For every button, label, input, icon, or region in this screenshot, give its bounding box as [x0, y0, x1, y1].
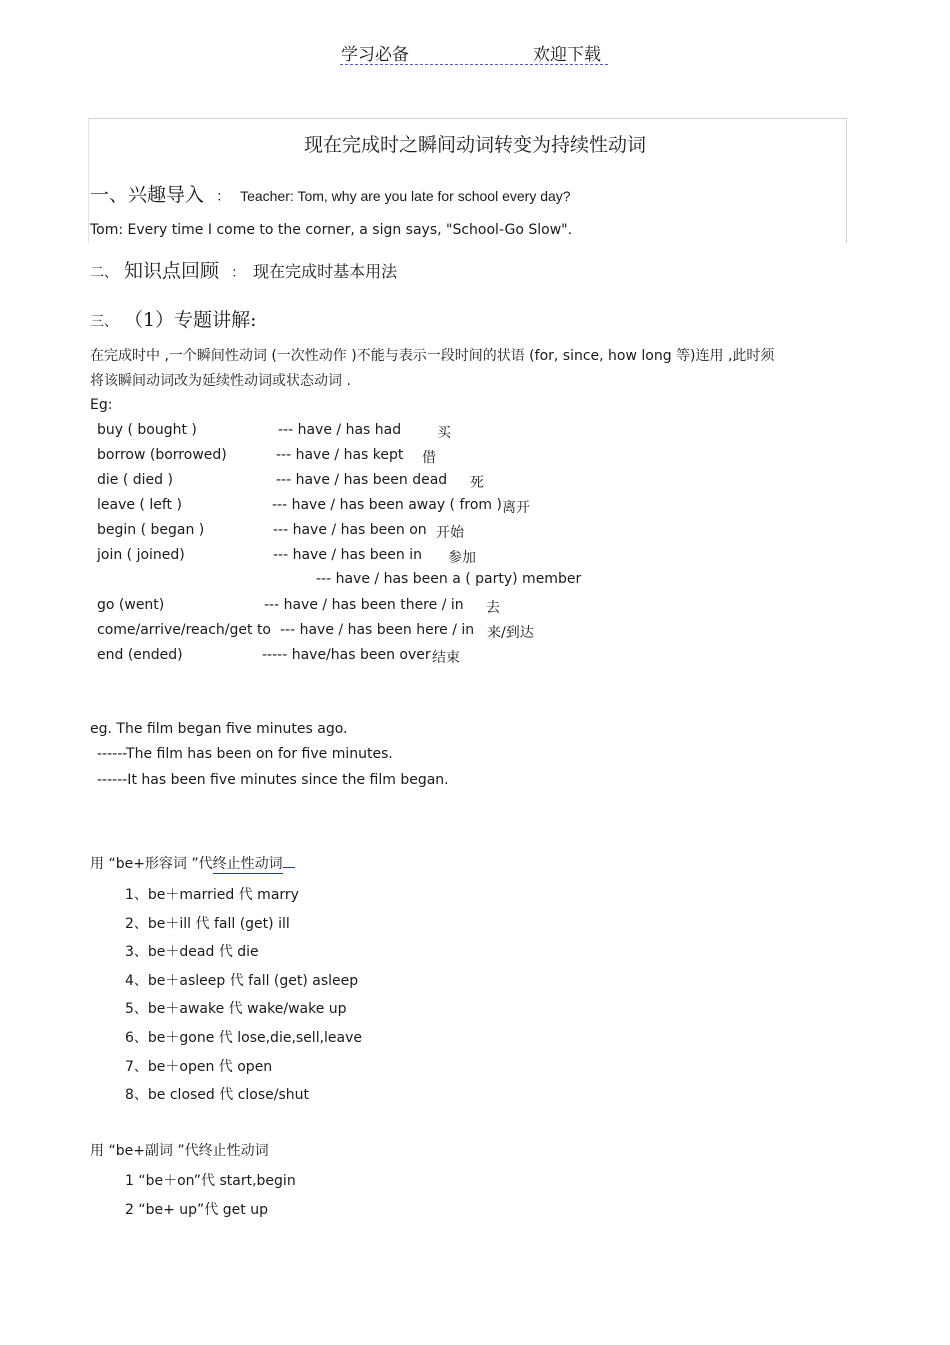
adj-list-item: 1、be＋married 代 marry [125, 887, 299, 903]
verb-chinese-meaning: 开始 [436, 525, 464, 541]
section1-line2: Tom: Every time I come to the corner, a sign says, "School-Go Slow". [90, 222, 573, 238]
adj-list-item: 4、be＋asleep 代 fall (get) asleep [125, 973, 359, 989]
verb-continuous-form: ----- have/has been over [262, 647, 431, 663]
verb-chinese-meaning: 借 [422, 450, 436, 466]
adj-section-heading [90, 853, 295, 873]
verb-base: join ( joined) [97, 547, 185, 563]
verb-chinese-meaning: 结束 [432, 650, 460, 666]
adj-list-item: 2、be＋ill 代 fall (get) ill [125, 916, 290, 932]
verb-base: borrow (borrowed) [97, 447, 227, 463]
adj-list-item: 7、be＋open 代 open [125, 1059, 273, 1075]
adj-list-item: 8、be closed 代 close/shut [125, 1087, 310, 1103]
verb-continuous-form: --- have / has been on [273, 522, 427, 538]
header-underline [340, 64, 608, 65]
verb-base: go (went) [97, 597, 165, 613]
eg-label: Eg: [90, 397, 113, 413]
adv-list-item: 1 “be＋on”代 start,begin [125, 1173, 296, 1189]
adj-list-item: 5、be＋awake 代 wake/wake up [125, 1001, 347, 1017]
section3-heading [90, 305, 257, 332]
verb-continuous-form: --- have / has been away ( from ) [272, 497, 502, 513]
section1-line1: Teacher: Tom, why are you late for school every day? [240, 188, 571, 204]
verb-chinese-meaning: 来/到达 [487, 625, 534, 641]
section3-para-line1: 在完成时中 ,一个瞬间性动词 (一次性动作 )不能与表示一段时间的状语 (for, since, how long 等)连用 ,此时须 [90, 348, 775, 364]
section2-colon: ： [231, 264, 246, 280]
section2-heading-text: 知识点回顾 [124, 260, 220, 282]
verb-base: die ( died ) [97, 472, 173, 488]
verb-continuous-form: --- have / has been here / in [280, 622, 475, 638]
header-right: 欢迎下载 [533, 45, 601, 65]
verb-continuous-form: --- have / has been a ( party) member [316, 571, 582, 587]
verb-continuous-form: --- have / has been there / in [264, 597, 464, 613]
adj-heading-underlined: 终止性动词 [212, 856, 283, 872]
verb-base: end (ended) [97, 647, 183, 663]
section1-heading-text: 一、兴趣导入 [90, 184, 205, 206]
verb-chinese-meaning: 参加 [448, 550, 476, 566]
verb-chinese-meaning: 去 [486, 600, 500, 616]
section2-text: 现在完成时基本用法 [253, 262, 398, 281]
section2-heading [90, 256, 397, 283]
header-left: 学习必备 [341, 45, 409, 65]
section2-num: 二、 [90, 264, 118, 280]
section1-heading [90, 180, 571, 207]
adj-list-item: 6、be＋gone 代 lose,die,sell,leave [125, 1030, 363, 1046]
verb-continuous-form: --- have / has kept [276, 447, 404, 463]
section3-para-line2: 将该瞬间动词改为延续性动词或状态动词 . [90, 373, 351, 389]
verb-continuous-form: --- have / has had [278, 422, 402, 438]
adj-heading-pre: 用 “be+形容词 ”代 [90, 856, 213, 872]
example-line2: ------The film has been on for five minutes. [97, 746, 393, 762]
section3-heading-text: （1）专题讲解: [124, 309, 257, 331]
verb-base: buy ( bought ) [97, 422, 197, 438]
adv-section-heading: 用 “be+副词 ”代终止性动词 [90, 1143, 269, 1159]
verb-chinese-meaning: 离开 [502, 500, 530, 516]
verb-continuous-form: --- have / has been dead [276, 472, 448, 488]
verb-base: begin ( began ) [97, 522, 205, 538]
example-line3: ------It has been five minutes since the film began. [97, 772, 449, 788]
verb-chinese-meaning: 死 [470, 475, 484, 491]
page-title: 现在完成时之瞬间动词转变为持续性动词 [303, 134, 646, 156]
verb-base: come/arrive/reach/get to [97, 622, 272, 638]
verb-base: leave ( left ) [97, 497, 182, 513]
adj-list-item: 3、be＋dead 代 die [125, 944, 259, 960]
example-line1: eg. The film began five minutes ago. [90, 721, 348, 737]
verb-continuous-form: --- have / has been in [273, 547, 422, 563]
section1-colon: ： [216, 188, 231, 204]
adv-list-item: 2 “be+ up”代 get up [125, 1202, 268, 1218]
verb-chinese-meaning: 买 [437, 425, 451, 441]
section3-num: 三、 [90, 313, 118, 329]
